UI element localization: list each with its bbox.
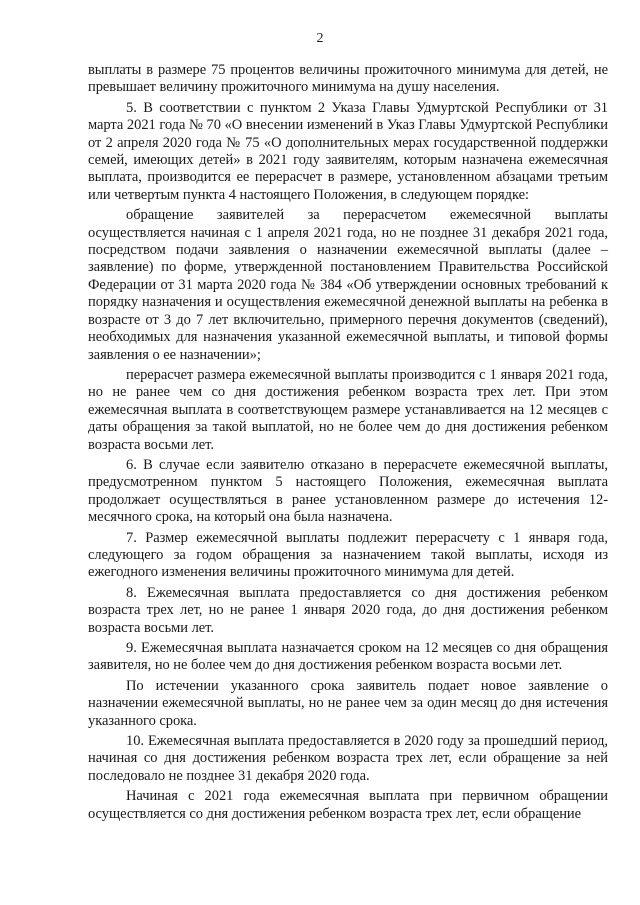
paragraph-clause-6: 6. В случае если заявителю отказано в перерасчете ежемесячной выплаты, предусмотренном пунктом 5 настоящего Положения, ежемесячная выплата продолжает осуществляться в ранее установленном размере до истечения 12-месячного срока, на который она была назначена. <box>88 456 608 526</box>
paragraph-clause-5-recalculation: перерасчет размера ежемесячной выплаты производится с 1 января 2021 года, но не ранее чем со дня достижения ребенком возраста трех лет. При этом ежемесячная выплата в соответствующем размере устанавливается на 12 месяцев с даты обращения за такой выплатой, но не более чем до дня достижения ребенком возраста восьми лет. <box>88 366 608 453</box>
paragraph-clause-7: 7. Размер ежемесячной выплаты подлежит перерасчету с 1 января года, следующего за годом обращения за назначением такой выплаты, исходя из ежегодного изменения величины прожиточного минимума для детей. <box>88 529 608 581</box>
paragraph-clause-5: 5. В соответствии с пунктом 2 Указа Главы Удмуртской Республики от 31 марта 2021 года № 70 «О внесении изменений в Указ Главы Удмуртской Республики от 2 апреля 2020 года № 75 «О дополнительных мерах государственной поддержки семей, имеющих детей» в 2021 году заявителям, которым назначена ежемесячная выплата, производится ее перерасчет в размере, установленном абзацами третьим или четвертым пункта 4 настоящего Положения, в следующем порядке: <box>88 99 608 203</box>
page-number: 2 <box>316 31 324 46</box>
paragraph-clause-10-2021: Начиная с 2021 года ежемесячная выплата при первичном обращении осуществляется со дня достижения ребенком возраста трех лет, если обращение <box>88 788 608 822</box>
document-body <box>88 62 608 826</box>
paragraph-continuation: выплаты в размере 75 процентов величины прожиточного минимума для детей, не превышает величину прожиточного минимума на душу населения. <box>88 62 608 96</box>
paragraph-clause-8: 8. Ежемесячная выплата предоставляется со дня достижения ребенком возраста трех лет, но не ранее 1 января 2020 года, до дня достижения ребенком возраста восьми лет. <box>88 584 608 636</box>
paragraph-clause-10: 10. Ежемесячная выплата предоставляется в 2020 году за прошедший период, начиная со дня достижения ребенком возраста трех лет, если обращение за ней последовало не позднее 31 декабря 2020 года. <box>88 733 608 784</box>
paragraph-clause-9-renewal: По истечении указанного срока заявитель подает новое заявление о назначении ежемесячной выплаты, но не ранее чем за один месяц до дня истечения указанного срока. <box>88 677 608 729</box>
paragraph-clause-5-application: обращение заявителей за перерасчетом ежемесячной выплаты осуществляется начиная с 1 апреля 2021 года, но не позднее 31 декабря 2021 года, посредством подачи заявления о назначении ежемесячной выплаты (далее – заявление) по форме, утвержденной постановлением Правительства Российской Федерации от 31 марта 2020 года № 384 «Об утверждении основных требований к порядку назначения и осуществления ежемесячной денежной выплаты на ребенка в возрасте от 3 до 7 лет включительно, примерного перечня документов (сведений), необходимых для назначения указанной ежемесячной выплаты, и типовой формы заявления о ее назначении»; <box>88 207 608 363</box>
paragraph-clause-9: 9. Ежемесячная выплата назначается сроком на 12 месяцев со дня обращения заявителя, но не более чем до дня достижения ребенком возраста восьми лет. <box>88 640 608 674</box>
